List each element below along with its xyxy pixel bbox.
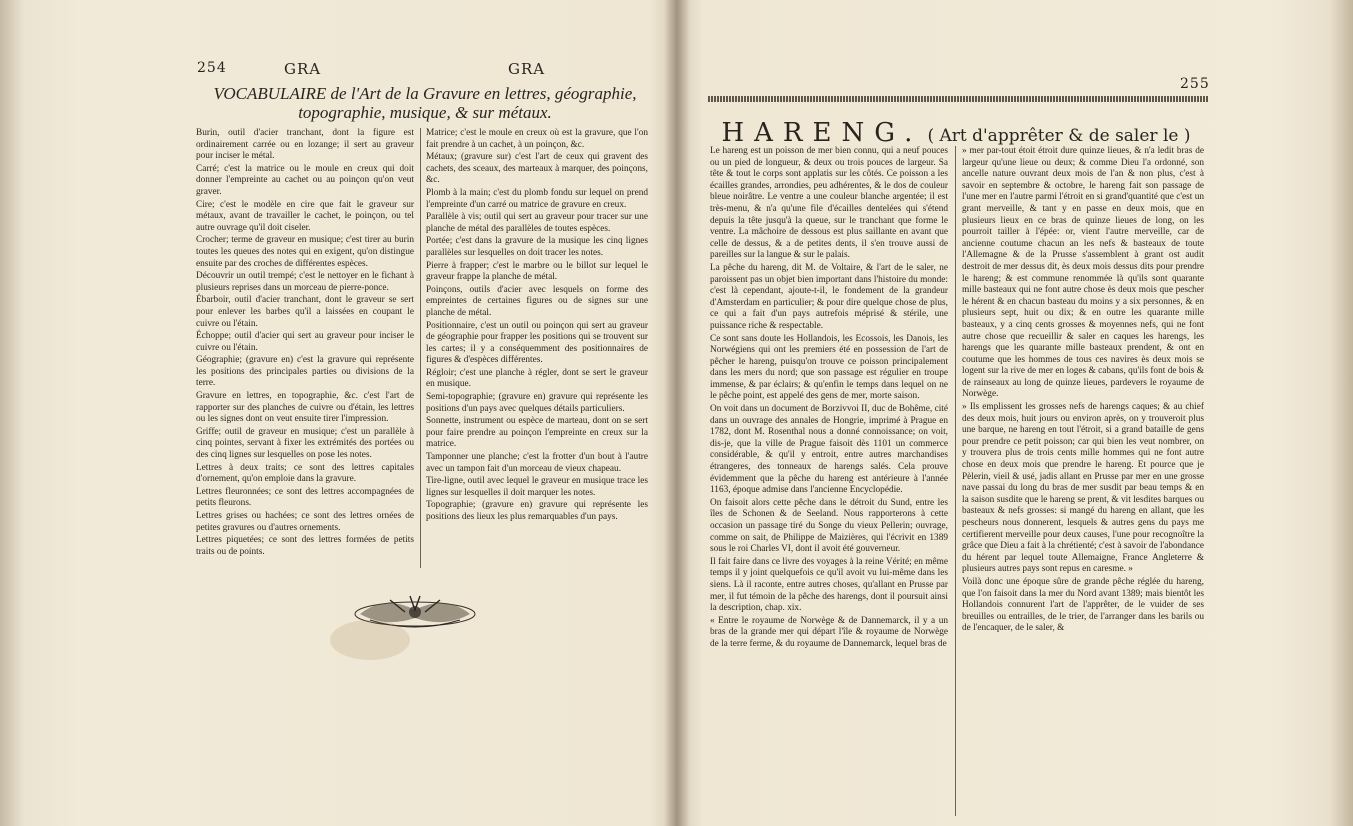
- entry-paragraph: Griffe; outil de graveur en musique; c'est un parallèle à cinq pointes, servant à fixer les extrémités des portées ou des cinq lignes sur lesquelles on pose les notes.: [196, 426, 414, 461]
- body-paragraph: On voit dans un document de Borzivvoi II, duc de Bohême, cité dans un ouvrage des annales de Hongrie, imprimé à Prague en 1782, dont M. Rosenthal nous a donné connoissance; on voit, dis-je, que la ville de Prague faisoit dès 1101 un commerce considérable, & qu'il y entroit, entre autres marchandises étrangeres, des tonneaux de harengs salés. Cela prouve évidemment que la pêche du hareng est antérieure à l'année 1163, époque admise dans l'ancienne Encyclopédie.: [710, 404, 948, 496]
- body-paragraph: On faisoit alors cette pêche dans le détroit du Sund, entre les îles de Schonen & de Seeland. Nous rapporterons à cette occasion un passage tiré du Songe du vieux Pellerin; ouvrage, comme on sait, de Philippe de Maizières, qui l'écrivit en 1389 sous le roi Charles VI, dont il avoit été gouverneur.: [710, 497, 948, 555]
- paper-stain: [330, 620, 410, 660]
- entry-paragraph: Poinçons, outils d'acier avec lesquels on forme des empreintes de certaines figures ou de signes sur une planche de métal.: [426, 284, 648, 318]
- entry-paragraph: Plomb à la main; c'est du plomb fondu sur lequel on prend l'empreinte d'un carré ou matrice de gravure en creux.: [426, 187, 648, 210]
- body-paragraph: Ce sont sans doute les Hollandois, les Ecossois, les Danois, les Norwégiens qui ont les premiers été en possession de l'art de pêcher le hareng, puisqu'on trouve ce poisson principalement dans les mers du nord; que son passage est régulier en troupe immense, & par éclairs; & qu'enfin le temps dans lequel on ne le pêche point, est appelé des gens de mer, morte saison.: [710, 333, 948, 402]
- entry-paragraph: Ébarboir, outil d'acier tranchant, dont le graveur se sert pour enlever les barbes qu'il a laissées en coupant le cuivre ou l'étain.: [196, 295, 414, 329]
- entry-paragraph: Positionnaire, c'est un outil ou poinçon qui sert au graveur de géographie pour frapper les positions qui se trouvent sur les cartes; il y a conséquemment des positionnaires de figures & d'espèces différentes.: [426, 320, 648, 366]
- right-page-number: 255: [1180, 76, 1210, 92]
- left-page: [190, 0, 660, 826]
- entry-paragraph: Régloir; c'est une planche à régler, dont se sert le graveur en musique.: [426, 367, 648, 390]
- entry-paragraph: Burin, outil d'acier tranchant, dont la figure est ordinairement carrée ou en lozange; il sert au graveur pour inciser le métal.: [196, 128, 414, 162]
- column-divider: [420, 128, 421, 568]
- hareng-title-sub: ( Art d'apprêter & de saler le ): [927, 126, 1191, 146]
- entry-paragraph: Matrice; c'est le moule en creux où est la gravure, que l'on fait prendre à un cachet, à un poinçon, &c.: [426, 128, 648, 150]
- left-column-2: [426, 128, 648, 578]
- entry-paragraph: Lettres à deux traits; ce sont des lettres capitales d'ornement, qu'on emploie dans la gravure.: [196, 462, 414, 485]
- entry-paragraph: Cire; c'est le modèle en cire que fait le graveur sur métaux, avant de travailler le cachet, le poinçon, ou tel autre ouvrage qu'il doit ciseler.: [196, 199, 414, 233]
- hareng-title-main: HARENG.: [721, 118, 923, 148]
- left-running-head-2: GRA: [508, 60, 546, 78]
- entry-paragraph: Crocher; terme de graveur en musique; c'est tirer au burin toutes les queues des notes qui en exigent, qu'on distingue ensuite par des croches de différentes espèces.: [196, 235, 414, 269]
- body-paragraph: Voilà donc une époque sûre de grande pêche réglée du hareng, que l'on faisoit dans la mer du Nord avant 1389; mais bientôt les Hollandois connurent l'art de l'apprêter, de le vuider de ses breuilles ou entrailles, de le trier, de l'arranger dans les barils ou de l'encaquer, de le saler, &: [962, 576, 1204, 634]
- body-paragraph: Il fait faire dans ce livre des voyages à la reine Vérité; en même temps il y joint quelquefois ce qu'il avoit vu lui-même dans les siens. Là il raconte, entre autres choses, qu'allant en Prusse par mer, il fut témoin de la pêche des harengs, dont il poursuit ainsi la description, chap. xix.: [710, 556, 948, 614]
- column-divider: [955, 146, 956, 816]
- book-spine: [664, 0, 690, 826]
- entry-paragraph: Tamponner une planche; c'est la frotter d'un bout à l'autre avec un tampon fait d'un morceau de vieux chapeau.: [426, 452, 648, 474]
- left-edge-shadow: [0, 0, 24, 826]
- entry-paragraph: Topographie; (gravure en) gravure qui représente les positions des lieux les plus remarquables d'un pays.: [426, 500, 648, 522]
- entry-paragraph: Sonnette, instrument ou espèce de marteau, dont on se sert pour faire prendre au poinçon l'empreinte en creux sur la matrice.: [426, 416, 648, 450]
- entry-paragraph: Tire-ligne, outil avec lequel le graveur en musique trace les lignes sur lesquelles il doit marquer les notes.: [426, 476, 648, 498]
- entry-paragraph: Lettres fleuronnées; ce sont des lettres accompagnées de petits fleurons.: [196, 486, 414, 509]
- left-page-number: 254: [197, 60, 227, 76]
- right-column-1: [710, 146, 948, 816]
- entry-paragraph: Lettres grises ou hachées; ce sont des lettres ornées de petites gravures ou d'autres ornements.: [196, 511, 414, 533]
- entry-paragraph: Gravure en lettres, en topographie, &c. c'est l'art de rapporter sur des planches de cuivre ou d'étain, les lettres ou les signes dont on veut ensuite tirer l'impression.: [196, 391, 414, 425]
- body-paragraph: « Entre le royaume de Norwège & de Dannemarck, il y a un bras de la grande mer qui départ l'île & royaume de Norwège de la terre ferme, & du royaume de Dannemarck, lequel bras de: [710, 615, 948, 649]
- entry-paragraph: Semi-topographie; (gravure en) gravure qui représente les positions d'un pays avec quelques détails particuliers.: [426, 392, 648, 414]
- body-paragraph: La pêche du hareng, dit M. de Voltaire, & l'art de le saler, ne paroissent pas un objet bien important dans l'histoire du monde: c'est là cependant, ajoute-t-il, le fondement de la grandeur d'Amsterdam en particulier; & pour dire quelque chose de plus, ce qui a fait d'un pays autrefois méprisé & stérile, une puissance riche & respectable.: [710, 262, 948, 331]
- entry-paragraph: Géographie; (gravure en) c'est la gravure qui représente les positions des principales parties ou divisions de la terre.: [196, 355, 414, 389]
- entry-paragraph: Métaux; (gravure sur) c'est l'art de ceux qui gravent des cachets, des sceaux, des marteaux à marquer, des poinçons, &c.: [426, 152, 648, 186]
- right-column-2: [962, 146, 1204, 816]
- right-page: [700, 0, 1212, 826]
- left-running-head-1: GRA: [284, 60, 322, 78]
- entry-paragraph: Découvrir un outil trempé; c'est le nettoyer en le fichant à plusieurs reprises dans un morceau de pierre-ponce.: [196, 271, 414, 293]
- right-edge-shadow: [1329, 0, 1353, 826]
- left-column-1: [196, 128, 414, 578]
- body-paragraph: » mer par-tout étoit étroit dure quinze lieues, & n'a ledit bras de largeur qu'une lieue ou deux; & comme Dieu l'a ordonné, son ancelle nature ouvrant deux mois de l'an & non plus, c'est à savoir en septembre & octobre, le hareng fait son passage de l'une mer en l'autre parmi l'étroit en si grand'quantité que c'est un grant merveille, & tant y en passe en deux mois, que en plusieurs lieux en ce bras de quinze lieues de long, on les pourroit tailler à l'épée: or, vient l'autre merveille, car de ancienne coutume chacun an les nefs & basteaux de toute l'Allemagne & de la Prusse s'assemblent à grant ost audit destroit de mer dessus dit, ès deux mois dessus dits pour prendre le hareng; & est commune renommée là qu'ils sont quarante mille basteaux qui ne font autre chose ès deux mois que pescher le hérent & en chacun basteau du moins y a six personnes, & en plusieurs sept, huit ou dix; & en outre les quarante mille basteaux, y a cinq cents grosses & moyennes nefs, qui ne font autre chose que recueillir & saler en caques les harengs, les harengs que les quarante mille basteaux prendent, & ont en coutume que les hommes de tous ces navires ès deux mois se logent sur la rive de mer en loges & cabans, qu'ils font de bois & de rainseaux au long de quinze lieues, pardevers le royaume de Norwège.: [962, 146, 1204, 400]
- entry-paragraph: Portée; c'est dans la gravure de la musique les cinq lignes parallèles sur lesquelles on doit tracer les notes.: [426, 236, 648, 258]
- entry-paragraph: Échoppe; outil d'acier qui sert au graveur pour inciser le cuivre ou l'étain.: [196, 331, 414, 353]
- vocabulary-title: VOCABULAIRE de l'Art de la Gravure en lettres, géographie, topographie, musique, & sur métaux.: [213, 84, 637, 122]
- entry-paragraph: Lettres piquetées; ce sont des lettres formées de petits traits ou de points.: [196, 535, 414, 557]
- entry-paragraph: Parallèle à vis; outil qui sert au graveur pour tracer sur une planche de métal des parallèles de toutes espèces.: [426, 212, 648, 234]
- decorative-header-band: [708, 96, 1208, 102]
- body-paragraph: » Ils emplissent les grosses nefs de harengs caques; & au chief des deux mois, huit jours ou environ après, on y trouveroit plus une barque, ne hareng en tout l'étroit, si a grand bataille de gens pour prendre ce petit poisson; car qui bien les veut nombrer, on y trouvera plus de trois cents mille hommes qui ne font autre chose en deux mois que prendre le hareng. Et pource que je Pèlerin, vieil & usé, jadis allant en Prusse par mer en une grosse nave passai du long du bras de mer susdit par beau temps & en la saison susdite que le hareng se prent, & vit lesdites barques ou basteaux & nefs grosses: si mangé du hareng en allant, que les pescheurs nous donnerent, lesquels & autres gens du pays me certifierent merveille pour deux causes, l'une pour recognoître la grâce que Dieu a fait à la chrétienté; c'est à savoir de l'abondance du hérent par lequel toute Allemaigne, France Angleterre & plusieurs autres pays sont repus en caresme. »: [962, 402, 1204, 575]
- entry-paragraph: Carré; c'est la matrice ou le moule en creux qui doit donner l'empreinte au cachet ou au poinçon qu'on veut graver.: [196, 163, 414, 197]
- entry-paragraph: Pierre à frapper; c'est le marbre ou le billot sur lequel le graveur frappe la planche de métal.: [426, 260, 648, 283]
- body-paragraph: Le hareng est un poisson de mer bien connu, qui a neuf pouces ou un pied de longueur, & deux ou trois pouces de largeur. Sa tête & tout le corps sont applatis sur les côtés. Ce poisson a les écailles grandes, arrondies, peu adhérentes, & le dos de couleur bleue noirâtre. Le ventre a une couleur blanche argentée; il est très-menu, & n'a qu'une file d'écailles dentelées qui s'étend depuis la tête jusqu'à la queue, sur le tranchant que forme le ventre. La mâchoire de dessous est plus saillante en avant que celle de dessus, & a de petites dents, il s'en trouve aussi de pareilles sur la langue & sur le palais.: [710, 146, 948, 261]
- hareng-title: [700, 118, 1212, 148]
